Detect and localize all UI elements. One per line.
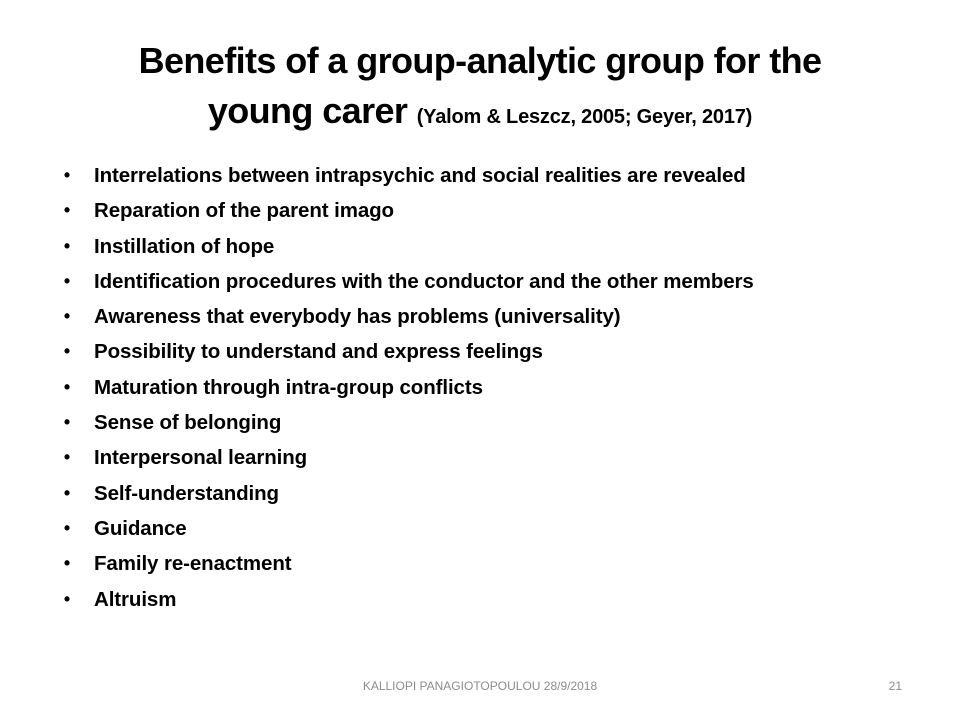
title-citation: (Yalom & Leszcz, 2005; Geyer, 2017) <box>416 106 753 128</box>
bullet-dot: • <box>63 517 71 538</box>
footer-author-date: KALLIOPI PANAGIOTOPOULOU 28/9/2018 <box>362 679 598 693</box>
title-line-2: young carer <box>207 90 408 131</box>
bullet-text: Identification procedures with the conductor and the other members <box>94 269 754 293</box>
bullet-dot: • <box>63 412 71 433</box>
bullet-item <box>60 299 920 334</box>
bullet-dot: • <box>63 341 71 362</box>
bullet-item <box>60 264 920 299</box>
bullet-text: Altruism <box>94 587 177 611</box>
bullet-text: Possibility to understand and express feelings <box>94 340 543 364</box>
bullet-text: Interrelations between intrapsychic and social realities are revealed <box>94 164 746 187</box>
bullet-dot: • <box>63 200 71 221</box>
bullet-text: Awareness that everybody has problems (universality) <box>94 305 621 329</box>
bullet-dot: • <box>63 270 71 291</box>
bullet-dot: • <box>63 447 71 468</box>
bullet-text: Reparation of the parent imago <box>94 199 394 223</box>
slide-title <box>60 36 900 142</box>
bullet-text: Guidance <box>94 516 187 540</box>
bullet-item <box>60 511 920 546</box>
bullet-dot: • <box>63 306 71 327</box>
bullet-list <box>60 158 920 617</box>
bullet-text: Instillation of hope <box>94 234 275 258</box>
bullet-item <box>60 193 920 228</box>
page-number: 21 <box>888 679 902 693</box>
bullet-text: Sense of belonging <box>94 411 282 435</box>
bullet-item <box>60 440 920 475</box>
bullet-dot: • <box>63 553 71 574</box>
bullet-item <box>60 546 920 581</box>
title-line-1: Benefits of a group-analytic group for the <box>138 40 822 81</box>
bullet-dot: • <box>63 235 71 256</box>
bullet-text: Family re-enactment <box>94 552 292 576</box>
bullet-item <box>60 229 920 264</box>
bullet-text: Maturation through intra-group conflicts <box>94 375 483 399</box>
bullet-text: Self-understanding <box>94 481 279 505</box>
bullet-dot: • <box>63 165 71 185</box>
bullet-item <box>60 370 920 405</box>
bullet-dot: • <box>63 376 71 397</box>
bullet-dot: • <box>63 588 71 609</box>
bullet-item <box>60 334 920 369</box>
bullet-dot: • <box>63 482 71 503</box>
bullet-text: Interpersonal learning <box>94 446 308 470</box>
bullet-item <box>60 476 920 511</box>
bullet-item <box>60 582 920 617</box>
bullet-item <box>60 405 920 440</box>
bullet-item <box>60 158 920 193</box>
